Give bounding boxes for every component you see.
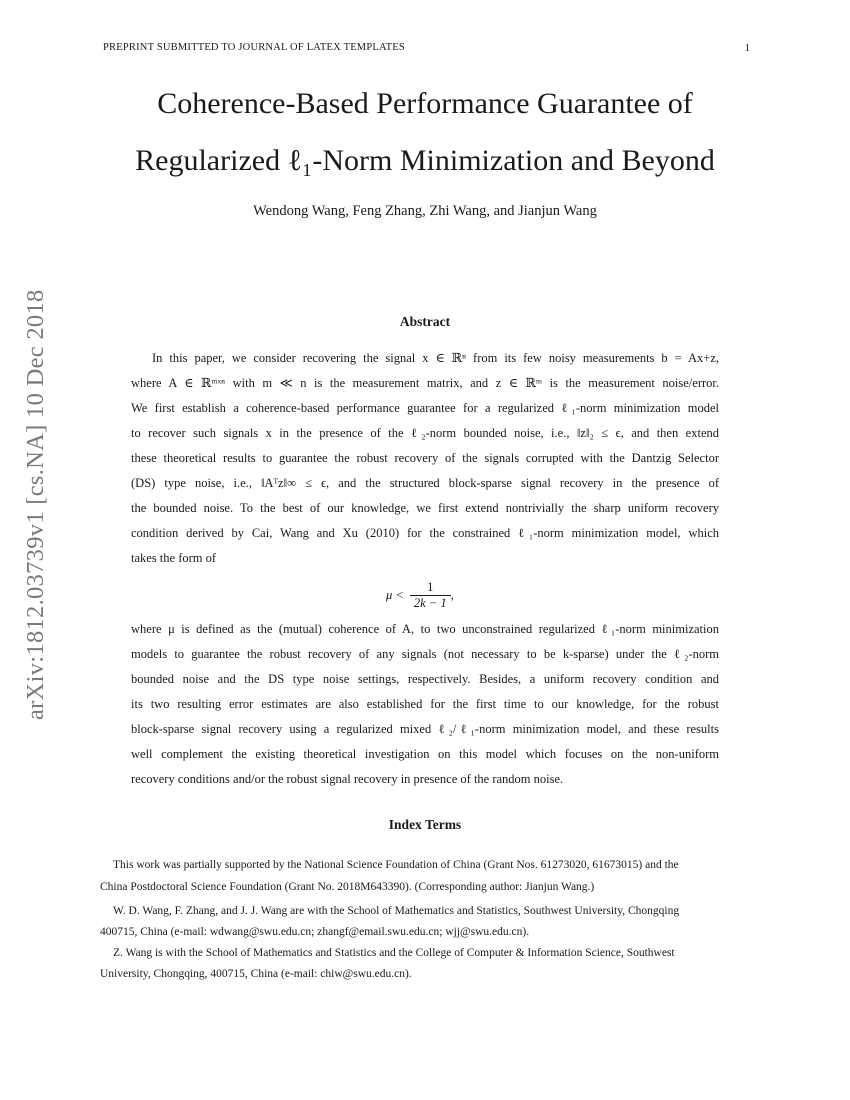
footnote-affiliation-2: Z. Wang is with the School of Mathematics and Statistics and the College of Computer & Information Science, Southwest <box>113 947 675 959</box>
running-header: PREPRINT SUBMITTED TO JOURNAL OF LATEX TEMPLATES <box>103 42 405 53</box>
abstract-line: its two resulting error estimates are also established for the first time to our knowledge, for the robust <box>131 697 719 711</box>
arxiv-sidebar <box>18 262 50 720</box>
footnote-funding: This work was partially supported by the National Science Foundation of China (Grant Nos. 61273020, 61673015) and the <box>113 859 679 871</box>
footnote-affiliation-2-cont: University, Chongqing, 400715, China (e-mail: chiw@swu.edu.cn). <box>100 968 412 980</box>
arxiv-identifier: arXiv:1812.03739v1 [cs.NA] 10 Dec 2018 <box>22 289 49 720</box>
index-terms-heading: Index Terms <box>388 817 462 832</box>
footnote-funding-cont: China Postdoctoral Science Foundation (Grant No. 2018M643390). (Corresponding author: Jianjun Wang.) <box>100 881 595 893</box>
abstract-line: In this paper, we consider recovering the signal x ∈ ℝⁿ from its few noisy measurements b = Ax+z, <box>152 351 719 365</box>
author-list: Wendong Wang, Feng Zhang, Zhi Wang, and Jianjun Wang <box>253 203 597 219</box>
formula-lhs: μ < <box>386 588 404 602</box>
footnote-affiliation-1: W. D. Wang, F. Zhang, and J. J. Wang are with the School of Mathematics and Statistics, Southwest University, Chongqing <box>113 905 680 917</box>
abstract-line: (DS) type noise, i.e., ‖Aᵀz‖∞ ≤ ϵ, and the structured block-sparse signal recovery in the presence of <box>131 476 719 490</box>
formula-fraction <box>410 580 451 611</box>
abstract-line: block-sparse signal recovery using a regularized mixed ℓ₂/ℓ₁-norm minimization model, and these results <box>131 722 719 736</box>
abstract-line: well complement the existing theoretical investigation on this model which focuses on the non-uniform <box>131 747 719 761</box>
paper-title-line-2: Regularized ℓ₁-Norm Minimization and Beyond <box>135 144 715 177</box>
abstract-heading: Abstract <box>399 314 451 329</box>
footnote-affiliation-1-cont: 400715, China (e-mail: wdwang@swu.edu.cn; zhangf@email.swu.edu.cn; wjj@swu.edu.cn). <box>100 926 530 938</box>
abstract-line: bounded noise and the DS type noise settings, respectively. Besides, a uniform recovery condition and <box>131 672 719 686</box>
page-number: 1 <box>744 42 750 54</box>
formula-denominator: 2k − 1 <box>413 596 447 610</box>
formula-suffix: , <box>450 588 454 602</box>
abstract-line: these theoretical results to guarantee the robust recovery of the signals corrupted with the Dantzig Selector <box>131 451 719 465</box>
abstract-line: where μ is defined as the (mutual) coherence of A, to two unconstrained regularized ℓ₁-norm minimization <box>131 622 719 636</box>
abstract-line: where A ∈ ℝᵐˣⁿ with m ≪ n is the measurement matrix, and z ∈ ℝᵐ is the measurement noise/error. <box>131 376 719 390</box>
abstract-line: the bounded noise. To the best of our knowledge, we first extend nontrivially the sharp uniform recovery <box>131 501 719 515</box>
abstract-line: models to guarantee the robust recovery of any signals (not necessary to be k-sparse) under the ℓ₂-norm <box>131 647 719 661</box>
abstract-line: takes the form of <box>131 551 217 565</box>
abstract-line: to recover such signals x in the presence of the ℓ₂-norm bounded noise, i.e., ‖z‖₂ ≤ ϵ, and then extend <box>131 426 719 440</box>
paper-title-line-1: Coherence-Based Performance Guarantee of <box>157 87 693 120</box>
abstract-line: We first establish a coherence-based performance guarantee for a regularized ℓ₁-norm minimization model <box>131 401 719 415</box>
abstract-line: recovery conditions and/or the robust signal recovery in presence of the random noise. <box>131 772 564 786</box>
abstract-line: condition derived by Cai, Wang and Xu (2010) for the constrained ℓ₁-norm minimization model, which <box>131 526 719 540</box>
formula-numerator: 1 <box>427 580 434 594</box>
coherence-condition-formula <box>386 580 454 611</box>
